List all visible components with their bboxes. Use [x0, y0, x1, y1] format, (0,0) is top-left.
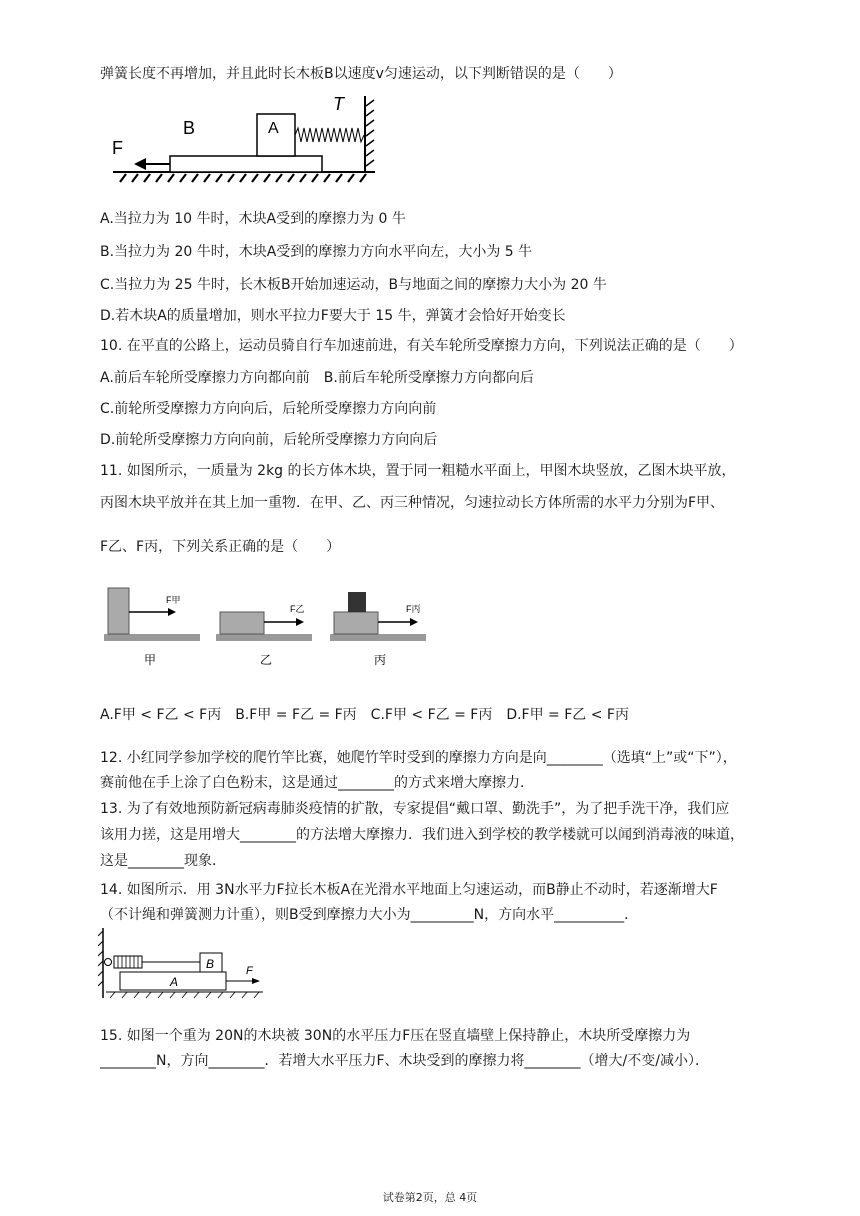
question-9-stem-end: 弹簧长度不再增加，并且此时长木板B以速度v匀速运动，以下判断错误的是（ ）: [100, 66, 622, 82]
block-jia: [108, 588, 129, 634]
caption-bing: 丙: [374, 653, 387, 667]
label-a: A: [268, 120, 279, 137]
question-12-line2: 赛前他在手上涂了白色粉末，这是通过________的方式来增大摩擦力．: [100, 775, 534, 791]
board-b: [170, 156, 322, 172]
label-f: F: [112, 138, 123, 158]
q11-options: A.F甲 < F乙 < F丙 B.F甲 = F乙 = F丙 C.F甲 < F乙 = F丙 D.F甲 = F乙 < F丙: [100, 707, 629, 723]
weight: [348, 592, 366, 612]
page-footer: 试卷第2页，总 4页: [382, 1191, 478, 1204]
question-12-line1: 12. 小红同学参加学校的爬竹竿比赛，她爬竹竿时受到的摩擦力方向是向________（选填“上”或“下”），: [100, 750, 737, 766]
question-14-line1: 14. 如图所示．用 3N水平力F拉长木板A在光滑水平地面上匀速运动，而B静止不动时，若逐渐增大F: [100, 882, 718, 898]
figure-spring-scale: [98, 928, 268, 1000]
label-f: F: [246, 965, 253, 977]
label-t: T: [333, 94, 344, 114]
question-15-line2: ________N，方向________．若增大水平压力F、木块受到的摩擦力将________（增大/不变/减小）．: [100, 1053, 709, 1069]
label-b: B: [206, 957, 215, 971]
block-yi: [220, 612, 264, 634]
question-13-line3: 这是________现象．: [100, 853, 226, 869]
q9-option-d: D.若木块A的质量增加，则水平拉力F要大于 15 牛，弹簧才会恰好开始变长: [100, 308, 566, 324]
caption-jia: 甲: [144, 653, 157, 667]
q10-options-ab: A.前后车轮所受摩擦力方向都向前 B.前后车轮所受摩擦力方向都向后: [100, 370, 534, 386]
question-15-line1: 15. 如图一个重为 20N的木块被 30N的水平压力F压在竖直墙壁上保持静止，木块所受摩擦力为: [100, 1028, 691, 1044]
figure-three-blocks: [100, 578, 430, 676]
label-b: B: [183, 118, 196, 138]
question-10: 10. 在平直的公路上，运动员骑自行车加速前进，有关车轮所受摩擦力方向，下列说法正确的是（ ）: [100, 338, 743, 354]
label-a: A: [170, 975, 179, 989]
caption-yi: 乙: [260, 653, 273, 667]
figure-spring-board: [108, 92, 380, 184]
spring: [295, 128, 364, 142]
q9-option-c: C.当拉力为 25 牛时，长木板B开始加速运动，B与地面之间的摩擦力大小为 20 牛: [100, 277, 607, 293]
question-13-line1: 13. 为了有效地预防新冠病毒肺炎疫情的扩散，专家提倡“戴口罩、勤洗手”，为了把手洗干净，我们应: [100, 801, 730, 817]
label-f-yi: F乙: [290, 604, 305, 614]
q9-option-b: B.当拉力为 20 牛时，木块A受到的摩擦力方向水平向左，大小为 5 牛: [100, 244, 533, 260]
label-f-jia: F甲: [166, 595, 181, 605]
question-11-line1: 11. 如图所示，一质量为 2kg 的长方体木块，置于同一粗糙水平面上，甲图木块竖放，乙图木块平放，: [100, 463, 736, 479]
q10-option-d: D.前轮所受摩擦力方向向前，后轮所受摩擦力方向向后: [100, 432, 438, 448]
q9-option-a: A.当拉力为 10 牛时，木块A受到的摩擦力为 0 牛: [100, 211, 406, 227]
label-f-bing: F丙: [406, 604, 421, 614]
question-11-line2: 丙图木块平放并在其上加一重物．在甲、乙、丙三种情况，匀速拉动长方体所需的水平力分别为F甲、: [100, 495, 725, 511]
q10-option-c: C.前轮所受摩擦力方向向后，后轮所受摩擦力方向向前: [100, 401, 437, 417]
block-bing: [334, 612, 378, 634]
question-11-line3: F乙、F丙，下列关系正确的是（ ）: [100, 539, 341, 555]
question-13-line2: 该用力搓，这是用增大________的方法增大摩擦力．我们进入到学校的教学楼就可以闻到消毒液的味道，: [100, 827, 744, 843]
question-14-line2: （不计绳和弹簧测力计重），则B受到摩擦力大小为_________N，方向水平__________．: [100, 907, 639, 923]
